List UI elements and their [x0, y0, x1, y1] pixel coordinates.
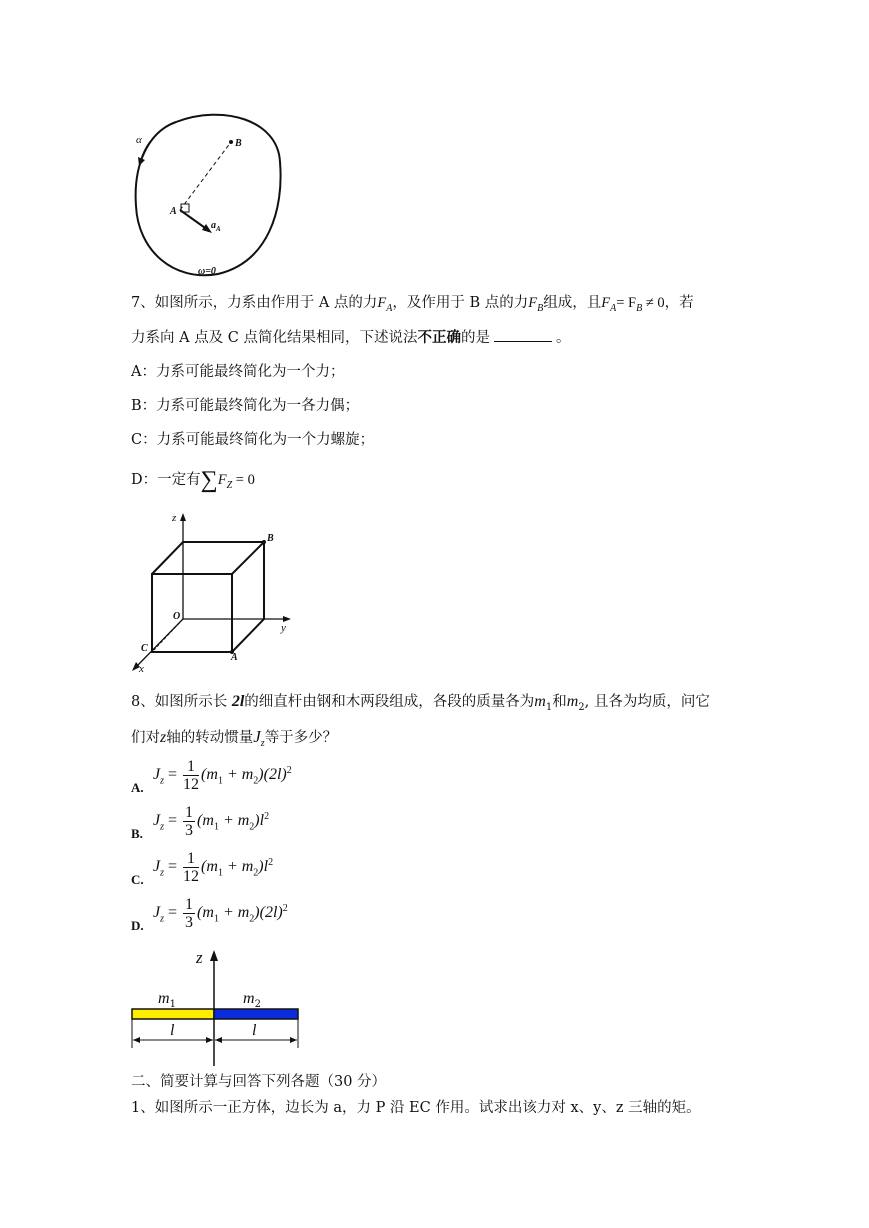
left-length-label: l: [170, 1022, 175, 1039]
acceleration-label: $a_A$: [211, 220, 221, 233]
q8-line1: 8、如图所示长 2l的细直杆由钢和木两段组成，各段的质量各为$m_1$和$m_2$, 且各为均质，问它: [131, 693, 710, 713]
rigid-body-figure: [128, 110, 288, 285]
cube-figure: [128, 512, 298, 677]
rod-figure: [128, 948, 303, 1068]
z-axis-label: z: [196, 948, 203, 967]
point-c-label: C: [141, 643, 148, 654]
point-b-label: B: [235, 138, 242, 149]
section-heading: 二、简要计算与回答下列各题（30 分）: [131, 1074, 387, 1090]
q7-option-a: A：力系可能最终简化为一个力；: [131, 364, 345, 380]
omega-caption: ω=0: [198, 266, 216, 277]
wood-segment: [214, 1009, 298, 1019]
q7-line2: 力系向 A 点及 C 点简化结果相同，下述说法不正确的是 。: [131, 329, 571, 346]
answer-blank[interactable]: [494, 327, 552, 342]
q7-line1: 7、如图所示，力系由作用于 A 点的力$F_A$，及作用于 B 点的力$F_B$组成，且$F_A= F_B \ne 0$，若: [131, 295, 694, 314]
m2-label: $m_2$: [243, 990, 261, 1011]
m1-label: $m_1$: [158, 990, 176, 1011]
q7-option-d: D：一定有$\sum F_Z = 0$: [131, 467, 255, 493]
point-a-label: A: [170, 206, 177, 217]
alpha-label: α: [136, 134, 142, 146]
section2-question1: 1、如图所示一正方体，边长为 a，力 P 沿 EC 作用。试求出该力对 x、y、z 三轴的矩。: [131, 1100, 701, 1116]
steel-segment: [132, 1009, 214, 1019]
point-b-label: B: [267, 533, 274, 544]
point-a-label: A: [231, 652, 238, 663]
right-length-label: l: [252, 1022, 257, 1039]
origin-label: O: [173, 611, 181, 622]
q7-option-c: C：力系可能最终简化为一个力螺旋；: [131, 432, 375, 448]
z-axis-label: z: [172, 512, 177, 524]
y-axis-label: y: [281, 622, 286, 634]
q8-line2: 们对z轴的转动惯量$J_z$等于多少？: [131, 727, 338, 749]
x-axis-label: x: [139, 663, 144, 675]
q7-option-b: B：力系可能最终简化为一各力偶；: [131, 398, 360, 414]
